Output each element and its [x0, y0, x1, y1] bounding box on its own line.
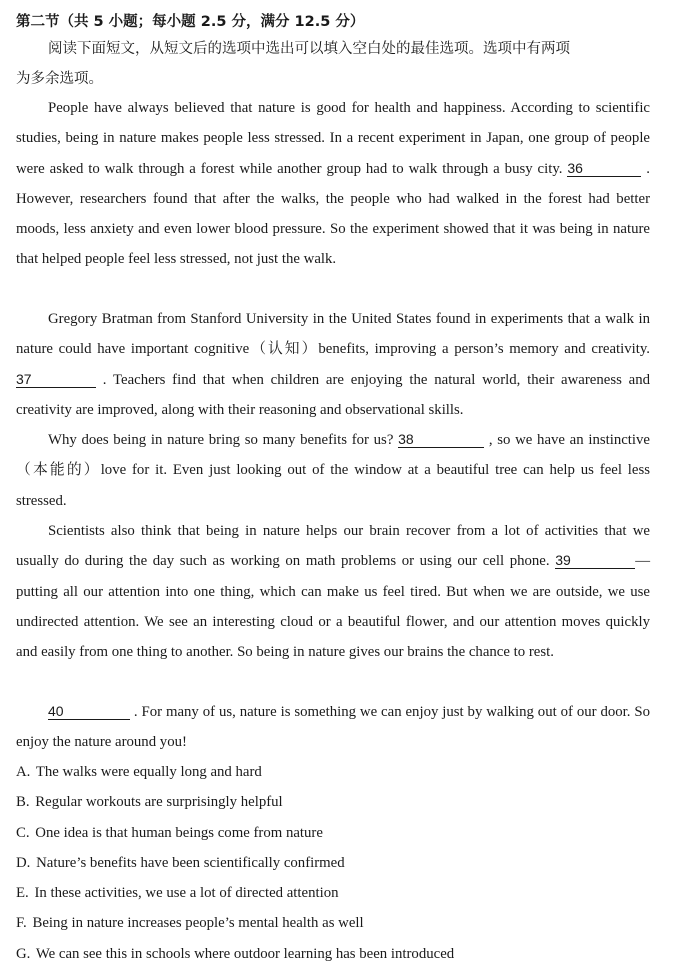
paragraph-4-text-after: — putting all our attention into one thing, which can make us feel tired. But when we are outside, we use undirected attention. We see an interesting cloud or a beautiful flower, and our attention moves quickly and easily from one thing to another. So being in nature gives our brains the chance to rest. [16, 553, 650, 661]
paragraph-1-text-after: . However, researchers found that after the walks, the people who had walked in the forest had better moods, less anxiety and even lower blood pressure. So the experiment showed that it was being in nature that helped people feel less stressed, not just the walk. [16, 160, 650, 268]
paragraph-1-text-before: People have always believed that nature is good for health and happiness. According to scientific studies, being in nature makes people less stressed. In a recent experiment in Japan, one group of people were asked to walk through a forest while another group had to walk through a busy city. [16, 100, 650, 177]
option-text: Being in nature increases people’s mental health as well [32, 915, 364, 932]
option-letter: E. [16, 885, 29, 902]
paragraph-2-text-before: Gregory Bratman from Stanford University in the United States found in experiments that a walk in nature could have important cognitive（认知）benefits, improving a person’s memory and creativity. [16, 311, 650, 358]
paragraph-1 [16, 93, 650, 275]
blank-39: 39 [555, 552, 635, 569]
option-letter: C. [16, 824, 30, 841]
instructions [16, 34, 656, 94]
paragraph-5-text-after: . For many of us, nature is something we can enjoy just by walking out of our door. So enjoy the nature around you! [16, 704, 650, 751]
option-text: Regular workouts are surprisingly helpful [35, 794, 283, 811]
paragraph-2 [16, 304, 650, 425]
paragraph-5 [16, 697, 650, 758]
option-text: Nature’s benefits have been scientifically confirmed [36, 854, 345, 871]
instructions-line-1: 阅读下面短文，从短文后的选项中选出可以填入空白处的最佳选项。选项中有两项 [48, 41, 570, 57]
options-list [16, 757, 666, 969]
option-g [16, 939, 666, 969]
option-letter: B. [16, 794, 30, 811]
option-letter: G. [16, 945, 31, 962]
option-c [16, 818, 666, 848]
paragraph-3-text-after: , so we have an instinctive（本能的）love for it. Even just looking out of the window at a beautiful tree can help us feel less stressed. [16, 432, 651, 509]
section-heading: 第二节（共 5 小题；每小题 2.5 分，满分 12.5 分） [16, 14, 365, 30]
option-b [16, 787, 666, 817]
option-text: One idea is that human beings come from nature [35, 824, 323, 841]
paragraph-4-text-before: Scientists also think that being in nature helps our brain recover from a lot of activities that we usually do during the day such as working on math problems or using our cell phone. [16, 523, 650, 570]
option-f [16, 908, 666, 938]
paragraph-4 [16, 516, 650, 667]
blank-36: 36 [567, 160, 641, 177]
option-letter: D. [16, 854, 31, 871]
option-text: In these activities, we use a lot of directed attention [34, 885, 339, 902]
option-d [16, 848, 666, 878]
option-letter: A. [16, 764, 31, 780]
option-letter: F. [16, 915, 27, 932]
paragraph-2-text-after: . Teachers find that when children are enjoying the natural world, their awareness and creativity are improved, along with their reasoning and observational skills. [16, 371, 650, 418]
option-a [16, 757, 666, 787]
option-text: We can see this in schools where outdoor learning has been introduced [35, 945, 455, 962]
blank-38: 38 [398, 431, 484, 448]
option-text: The walks were equally long and hard [35, 764, 262, 780]
paragraph-3 [16, 425, 650, 516]
blank-37: 37 [16, 371, 96, 388]
option-e [16, 878, 666, 908]
paragraph-3-text-before: Why does being in nature bring so many benefits for us? [48, 432, 399, 448]
instructions-line-2: 为多余选项。 [16, 71, 103, 87]
blank-40: 40 [48, 703, 130, 720]
